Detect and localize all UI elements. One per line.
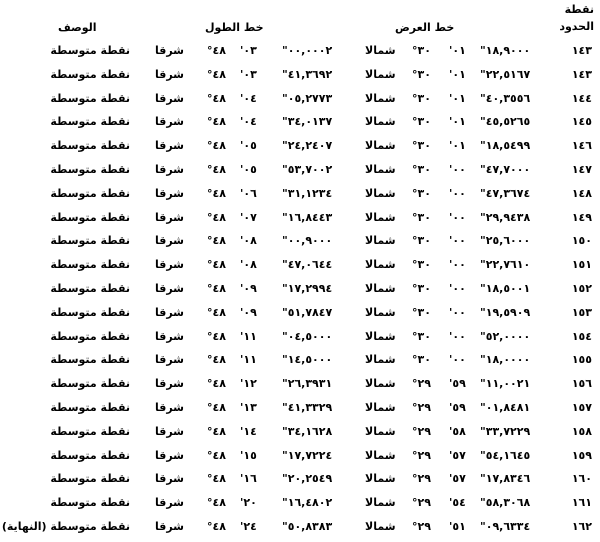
- longitude-minutes: '٠٩: [240, 281, 257, 295]
- point-description: نقطة متوسطة: [50, 210, 130, 224]
- point-number: ١٥٠: [571, 234, 592, 248]
- table-row: [0, 421, 600, 445]
- longitude-minutes: '٠٥: [240, 139, 257, 153]
- latitude-direction: شمالا: [365, 67, 396, 81]
- point-number: ١٥٣: [571, 305, 592, 319]
- point-number: ١٥٢: [571, 281, 592, 295]
- longitude-degrees: °٤٨: [207, 305, 226, 319]
- latitude-minutes: '٥١: [449, 519, 466, 533]
- longitude-degrees: °٤٨: [207, 496, 226, 510]
- latitude-degrees: °٣٠: [412, 115, 431, 129]
- point-number: ١٥٧: [571, 400, 592, 414]
- point-description: نقطة متوسطة: [50, 400, 130, 414]
- longitude-minutes: '١٦: [240, 472, 257, 486]
- table-row: [0, 88, 600, 112]
- longitude-header: خط الطول: [205, 21, 264, 34]
- longitude-direction: شرقا: [155, 519, 184, 533]
- table-row: [0, 397, 600, 421]
- longitude-minutes: '٢٠: [240, 496, 257, 510]
- longitude-direction: شرقا: [155, 377, 184, 391]
- point-number: ١٤٨: [571, 186, 592, 200]
- latitude-seconds: "٥٤,١٦٤٥: [480, 448, 531, 462]
- table-row: [0, 516, 600, 540]
- latitude-degrees: °٢٩: [412, 400, 431, 414]
- longitude-direction: شرقا: [155, 329, 184, 343]
- latitude-degrees: °٣٠: [412, 67, 431, 81]
- point-description: نقطة متوسطة: [50, 424, 130, 438]
- latitude-degrees: °٢٩: [412, 448, 431, 462]
- longitude-degrees: °٤٨: [207, 400, 226, 414]
- latitude-seconds: "١١,٠٠٢١: [480, 377, 531, 391]
- longitude-direction: شرقا: [155, 234, 184, 248]
- longitude-direction: شرقا: [155, 210, 184, 224]
- latitude-degrees: °٣٠: [412, 353, 431, 367]
- longitude-minutes: '٢٤: [240, 519, 257, 533]
- latitude-seconds: "٢٢,٧٦١٠: [480, 258, 531, 272]
- point-number: ١٥٤: [571, 329, 592, 343]
- point-description: نقطة متوسطة: [50, 139, 130, 153]
- point-description: نقطة متوسطة: [50, 67, 130, 81]
- longitude-minutes: '٠٥: [240, 162, 257, 176]
- latitude-degrees: °٢٩: [412, 496, 431, 510]
- latitude-direction: شمالا: [365, 400, 396, 414]
- longitude-minutes: '٠٦: [240, 186, 257, 200]
- latitude-minutes: '٠١: [449, 115, 466, 129]
- longitude-seconds: "١٧,٢٩٩٤: [282, 281, 333, 295]
- latitude-direction: شمالا: [365, 329, 396, 343]
- latitude-minutes: '٠٠: [449, 258, 466, 272]
- longitude-seconds: "١٤,٥٠٠٠: [282, 353, 333, 367]
- longitude-direction: شرقا: [155, 258, 184, 272]
- latitude-degrees: °٣٠: [412, 210, 431, 224]
- latitude-minutes: '٠٠: [449, 329, 466, 343]
- longitude-direction: شرقا: [155, 305, 184, 319]
- latitude-direction: شمالا: [365, 281, 396, 295]
- longitude-seconds: "٠٥,٢٧٧٣: [282, 91, 333, 105]
- table-row: [0, 183, 600, 207]
- longitude-minutes: '١٢: [240, 377, 257, 391]
- latitude-degrees: °٣٠: [412, 234, 431, 248]
- latitude-minutes: '٥٨: [449, 424, 466, 438]
- longitude-degrees: °٤٨: [207, 139, 226, 153]
- latitude-direction: شمالا: [365, 519, 396, 533]
- latitude-direction: شمالا: [365, 448, 396, 462]
- longitude-degrees: °٤٨: [207, 258, 226, 272]
- latitude-direction: شمالا: [365, 44, 396, 57]
- latitude-direction: شمالا: [365, 186, 396, 200]
- longitude-seconds: "٥١,٧٨٤٧: [282, 305, 333, 319]
- latitude-minutes: '٠١: [449, 44, 466, 57]
- point-description: نقطة متوسطة: [50, 258, 130, 272]
- table-row: [0, 254, 600, 278]
- longitude-direction: شرقا: [155, 448, 184, 462]
- point-description: نقطة متوسطة: [50, 377, 130, 391]
- longitude-seconds: "٤٧,٠٦٤٤: [282, 258, 333, 272]
- latitude-direction: شمالا: [365, 496, 396, 510]
- latitude-seconds: "٥٢,٠٠٠٠: [480, 329, 531, 343]
- longitude-minutes: '٠٨: [240, 258, 257, 272]
- latitude-seconds: "١٨,٩٠٠٠: [480, 44, 531, 57]
- point-number: ١٦٠: [571, 472, 592, 486]
- longitude-seconds: "٢٤,٢٤٠٧: [282, 139, 333, 153]
- table-row: [0, 445, 600, 469]
- longitude-direction: شرقا: [155, 91, 184, 105]
- longitude-direction: شرقا: [155, 44, 184, 57]
- longitude-direction: شرقا: [155, 400, 184, 414]
- latitude-seconds: "١٨,٥٠٠١: [480, 281, 531, 295]
- latitude-minutes: '٥٩: [449, 400, 466, 414]
- latitude-degrees: °٣٠: [412, 305, 431, 319]
- longitude-direction: شرقا: [155, 353, 184, 367]
- longitude-minutes: '٠٤: [240, 91, 257, 105]
- point-header-line1: نقطة: [564, 3, 594, 16]
- longitude-minutes: '٠٨: [240, 234, 257, 248]
- latitude-degrees: °٣٠: [412, 186, 431, 200]
- table-row: [0, 373, 600, 397]
- latitude-header: خط العرض: [395, 21, 455, 34]
- point-description: نقطة متوسطة: [50, 186, 130, 200]
- table-row: [0, 468, 600, 492]
- longitude-direction: شرقا: [155, 496, 184, 510]
- longitude-seconds: "٣١,١٢٣٤: [282, 186, 333, 200]
- longitude-direction: شرقا: [155, 472, 184, 486]
- point-description: نقطة متوسطة: [50, 496, 130, 510]
- point-number: ١٥١: [571, 258, 592, 272]
- latitude-seconds: "٢٢,٥١٦٧: [480, 67, 531, 81]
- point-description: نقطة متوسطة: [50, 448, 130, 462]
- longitude-minutes: '٠٤: [240, 115, 257, 129]
- latitude-direction: شمالا: [365, 210, 396, 224]
- table-row: [0, 159, 600, 183]
- latitude-minutes: '٠٠: [449, 234, 466, 248]
- latitude-minutes: '٠٠: [449, 353, 466, 367]
- longitude-minutes: '١٥: [240, 448, 257, 462]
- point-description: نقطة متوسطة: [50, 305, 130, 319]
- latitude-minutes: '٠٠: [449, 186, 466, 200]
- table-row: [0, 135, 600, 159]
- point-number: ١٥٦: [571, 377, 592, 391]
- latitude-minutes: '٠١: [449, 67, 466, 81]
- point-number: ١٥٨: [571, 424, 592, 438]
- latitude-direction: شمالا: [365, 424, 396, 438]
- longitude-minutes: '١٣: [240, 400, 257, 414]
- point-number: ١٥٩: [571, 448, 592, 462]
- longitude-direction: شرقا: [155, 162, 184, 176]
- table-row: [0, 302, 600, 326]
- point-number: ١٦٢: [571, 519, 592, 533]
- latitude-minutes: '٠٠: [449, 305, 466, 319]
- table-row: [0, 111, 600, 135]
- coordinates-table: [0, 40, 600, 540]
- point-description: نقطة متوسطة: [50, 353, 130, 367]
- longitude-degrees: °٤٨: [207, 234, 226, 248]
- longitude-minutes: '١١: [240, 353, 257, 367]
- latitude-degrees: °٣٠: [412, 281, 431, 295]
- longitude-degrees: °٤٨: [207, 67, 226, 81]
- longitude-direction: شرقا: [155, 139, 184, 153]
- longitude-degrees: °٤٨: [207, 519, 226, 533]
- latitude-seconds: "٣٣,٧٢٢٩: [480, 424, 531, 438]
- latitude-minutes: '٠٠: [449, 281, 466, 295]
- longitude-seconds: "٣٤,١٦٢٨: [282, 424, 333, 438]
- table-row: [0, 278, 600, 302]
- longitude-seconds: "١٦,٨٤٤٣: [282, 210, 333, 224]
- latitude-seconds: "٤٧,٧٠٠٠: [480, 162, 531, 176]
- longitude-seconds: "٤١,٣٣٢٩: [282, 400, 333, 414]
- longitude-minutes: '١٤: [240, 424, 257, 438]
- table-row: [0, 230, 600, 254]
- latitude-degrees: °٣٠: [412, 139, 431, 153]
- latitude-degrees: °٣٠: [412, 91, 431, 105]
- table-row: [0, 326, 600, 350]
- longitude-degrees: °٤٨: [207, 115, 226, 129]
- longitude-direction: شرقا: [155, 424, 184, 438]
- longitude-seconds: "٥٠,٨٣٨٣: [282, 519, 333, 533]
- longitude-degrees: °٤٨: [207, 329, 226, 343]
- longitude-degrees: °٤٨: [207, 162, 226, 176]
- latitude-minutes: '٥٧: [449, 448, 466, 462]
- latitude-degrees: °٢٩: [412, 472, 431, 486]
- point-description: نقطة متوسطة: [50, 234, 130, 248]
- longitude-degrees: °٤٨: [207, 186, 226, 200]
- latitude-degrees: °٣٠: [412, 162, 431, 176]
- latitude-seconds: "١٨,٥٤٩٩: [480, 139, 531, 153]
- point-description: نقطة متوسطة: [50, 115, 130, 129]
- latitude-minutes: '٠٠: [449, 162, 466, 176]
- latitude-seconds: "٢٩,٩٤٣٨: [480, 210, 531, 224]
- point-number: ١٤٧: [571, 162, 592, 176]
- longitude-minutes: '٠٩: [240, 305, 257, 319]
- longitude-seconds: "٠٠,٩٠٠٠: [282, 234, 333, 248]
- latitude-direction: شمالا: [365, 234, 396, 248]
- longitude-seconds: "٤١,٣٦٩٢: [282, 67, 333, 81]
- latitude-direction: شمالا: [365, 472, 396, 486]
- point-number: ١٤٣: [571, 44, 592, 57]
- latitude-direction: شمالا: [365, 91, 396, 105]
- longitude-direction: شرقا: [155, 115, 184, 129]
- point-header-line2: الحدود: [559, 20, 594, 33]
- latitude-degrees: °٢٩: [412, 519, 431, 533]
- longitude-minutes: '١١: [240, 329, 257, 343]
- longitude-seconds: "٢٦,٣٩٣١: [282, 377, 333, 391]
- longitude-seconds: "١٦,٤٨٠٢: [282, 496, 333, 510]
- point-number: ١٤٥: [571, 115, 592, 129]
- longitude-degrees: °٤٨: [207, 377, 226, 391]
- point-description: نقطة متوسطة: [50, 281, 130, 295]
- longitude-seconds: "٠٠,٠٠٠٢: [282, 44, 333, 57]
- latitude-minutes: '٠١: [449, 139, 466, 153]
- point-number: ١٥٥: [571, 353, 592, 367]
- latitude-direction: شمالا: [365, 139, 396, 153]
- longitude-degrees: °٤٨: [207, 44, 226, 57]
- latitude-direction: شمالا: [365, 258, 396, 272]
- table-row: [0, 207, 600, 231]
- point-number: ١٤٣: [571, 67, 592, 81]
- longitude-seconds: "٣٤,٠١٣٧: [282, 115, 333, 129]
- point-description: نقطة متوسطة: [50, 91, 130, 105]
- latitude-degrees: °٣٠: [412, 258, 431, 272]
- latitude-direction: شمالا: [365, 353, 396, 367]
- latitude-direction: شمالا: [365, 115, 396, 129]
- point-description: نقطة متوسطة: [50, 162, 130, 176]
- point-description: نقطة متوسطة: [50, 472, 130, 486]
- longitude-minutes: '٠٣: [240, 44, 257, 57]
- latitude-seconds: "٤٠,٣٥٥٦: [480, 91, 531, 105]
- longitude-degrees: °٤٨: [207, 472, 226, 486]
- latitude-minutes: '٥٧: [449, 472, 466, 486]
- latitude-seconds: "٥٨,٣٠٦٨: [480, 496, 531, 510]
- point-description: نقطة متوسطة: [50, 329, 130, 343]
- table-row: [0, 40, 600, 64]
- longitude-degrees: °٤٨: [207, 353, 226, 367]
- latitude-direction: شمالا: [365, 305, 396, 319]
- longitude-direction: شرقا: [155, 186, 184, 200]
- longitude-minutes: '٠٧: [240, 210, 257, 224]
- latitude-minutes: '٥٩: [449, 377, 466, 391]
- latitude-seconds: "٤٧,٣٦٧٤: [480, 186, 531, 200]
- latitude-degrees: °٢٩: [412, 377, 431, 391]
- longitude-degrees: °٤٨: [207, 91, 226, 105]
- point-description: نقطة متوسطة: [50, 44, 130, 57]
- latitude-minutes: '٠١: [449, 91, 466, 105]
- latitude-seconds: "٤٥,٥٢٦٥: [480, 115, 531, 129]
- latitude-direction: شمالا: [365, 377, 396, 391]
- longitude-degrees: °٤٨: [207, 448, 226, 462]
- table-row: [0, 349, 600, 373]
- table-row: [0, 492, 600, 516]
- longitude-direction: شرقا: [155, 281, 184, 295]
- longitude-degrees: °٤٨: [207, 281, 226, 295]
- longitude-seconds: "٠٤,٥٠٠٠: [282, 329, 333, 343]
- point-number: ١٤٤: [571, 91, 592, 105]
- point-number: ١٤٦: [571, 139, 592, 153]
- longitude-direction: شرقا: [155, 67, 184, 81]
- longitude-seconds: "١٧,٧٢٢٤: [282, 448, 333, 462]
- latitude-direction: شمالا: [365, 162, 396, 176]
- longitude-degrees: °٤٨: [207, 424, 226, 438]
- latitude-minutes: '٠٠: [449, 210, 466, 224]
- point-description: نقطة متوسطة (النهاية): [1, 519, 130, 533]
- longitude-minutes: '٠٣: [240, 67, 257, 81]
- latitude-seconds: "٢٥,٦٠٠٠: [480, 234, 531, 248]
- table-row: [0, 64, 600, 88]
- latitude-minutes: '٥٤: [449, 496, 466, 510]
- latitude-degrees: °٣٠: [412, 329, 431, 343]
- latitude-seconds: "٠٩,٦٣٣٤: [480, 519, 531, 533]
- latitude-seconds: "٠١,٨٤٨١: [480, 400, 531, 414]
- longitude-degrees: °٤٨: [207, 210, 226, 224]
- latitude-seconds: "١٩,٥٩٠٩: [480, 305, 531, 319]
- point-number: ١٦١: [571, 496, 592, 510]
- latitude-seconds: "١٨,٠٠٠٠: [480, 353, 531, 367]
- description-header: الوصف: [58, 21, 97, 34]
- longitude-seconds: "٥٣,٧٠٠٢: [282, 162, 333, 176]
- longitude-seconds: "٢٠,٢٥٤٩: [282, 472, 333, 486]
- latitude-degrees: °٣٠: [412, 44, 431, 57]
- latitude-degrees: °٢٩: [412, 424, 431, 438]
- latitude-seconds: "١٧,٨٣٤٦: [480, 472, 531, 486]
- point-number: ١٤٩: [571, 210, 592, 224]
